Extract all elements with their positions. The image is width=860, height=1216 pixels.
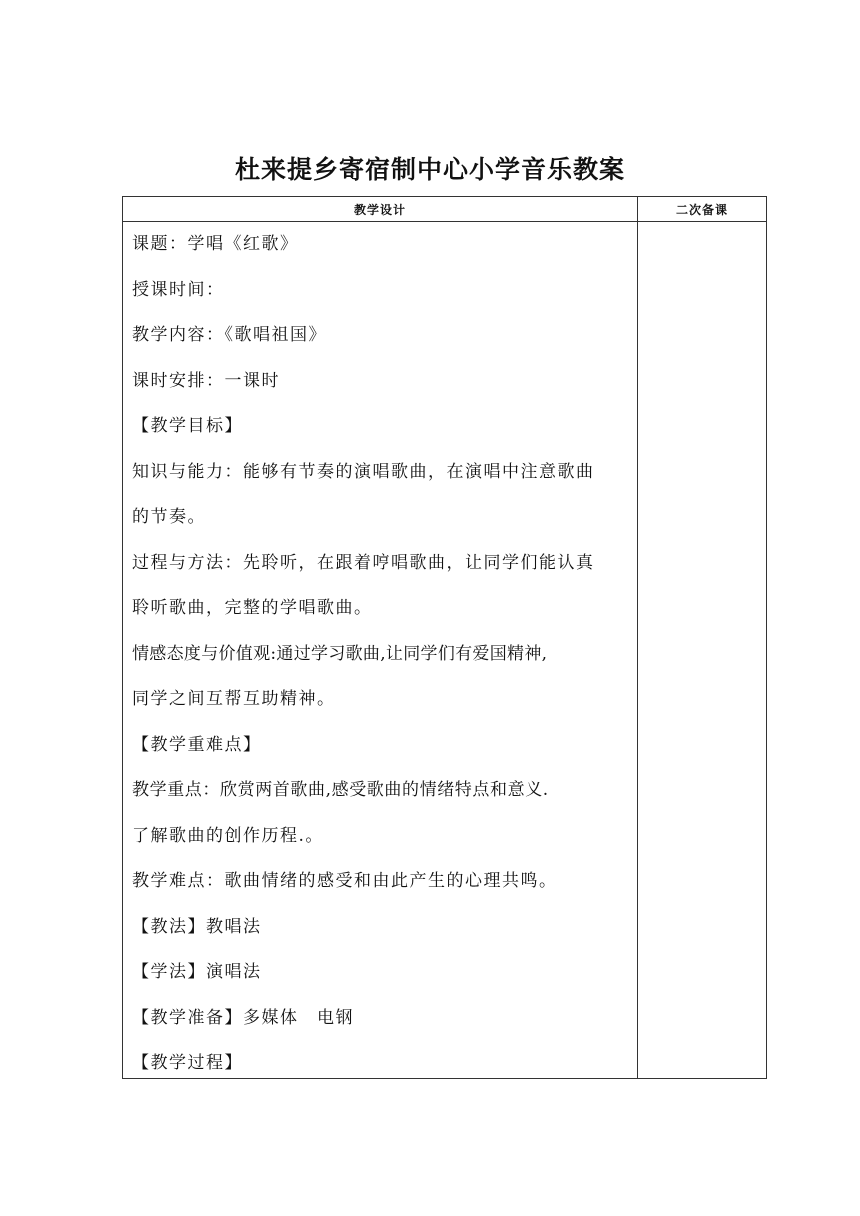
column-divider [637,197,638,1078]
objective-emotion-line-1: 情感态度与价值观:通过学习歌曲,让同学们有爱国精神, [132,643,548,664]
lesson-plan-table [122,196,767,1079]
lesson-hours: 课时安排：一课时 [132,370,280,391]
table-header-row [123,197,766,222]
objective-process-line-1: 过程与方法：先聆听，在跟着哼唱歌曲，让同学们能认真 [132,552,595,573]
lesson-topic: 课题：学唱《红歌》 [132,234,299,254]
objective-emotion-line-2: 同学之间互帮互助精神。 [132,689,336,709]
lesson-content: 教学内容：《歌唱祖国》 [132,325,327,345]
objective-knowledge-line-1: 知识与能力：能够有节奏的演唱歌曲，在演唱中注意歌曲 [132,461,595,482]
page-title: 杜来提乡寄宿制中心小学音乐教案 [234,155,625,184]
objective-knowledge-line-2: 的节奏。 [132,507,206,527]
lesson-time: 授课时间： [132,279,225,300]
teaching-method: 【教法】教唱法 [132,916,262,937]
learning-method: 【学法】演唱法 [132,962,262,982]
column-header-second-preparation: 二次备课 [675,203,728,217]
difficult-point: 教学难点：歌曲情绪的感受和由此产生的心理共鸣。 [132,871,558,891]
column-header-teaching-design: 教学设计 [353,203,406,217]
section-heading-key-points: 【教学重难点】 [132,734,262,755]
section-heading-process: 【教学过程】 [132,1053,243,1073]
teaching-design-content [132,222,632,1087]
teaching-preparation: 【教学准备】多媒体 电钢 [132,1007,354,1028]
key-point-line-2: 了解歌曲的创作历程.。 [132,825,324,846]
section-heading-objectives: 【教学目标】 [132,416,243,436]
objective-process-line-2: 聆听歌曲，完整的学唱歌曲。 [132,598,373,618]
key-point-line-1: 教学重点：欣赏两首歌曲,感受歌曲的情绪特点和意义. [132,780,549,800]
